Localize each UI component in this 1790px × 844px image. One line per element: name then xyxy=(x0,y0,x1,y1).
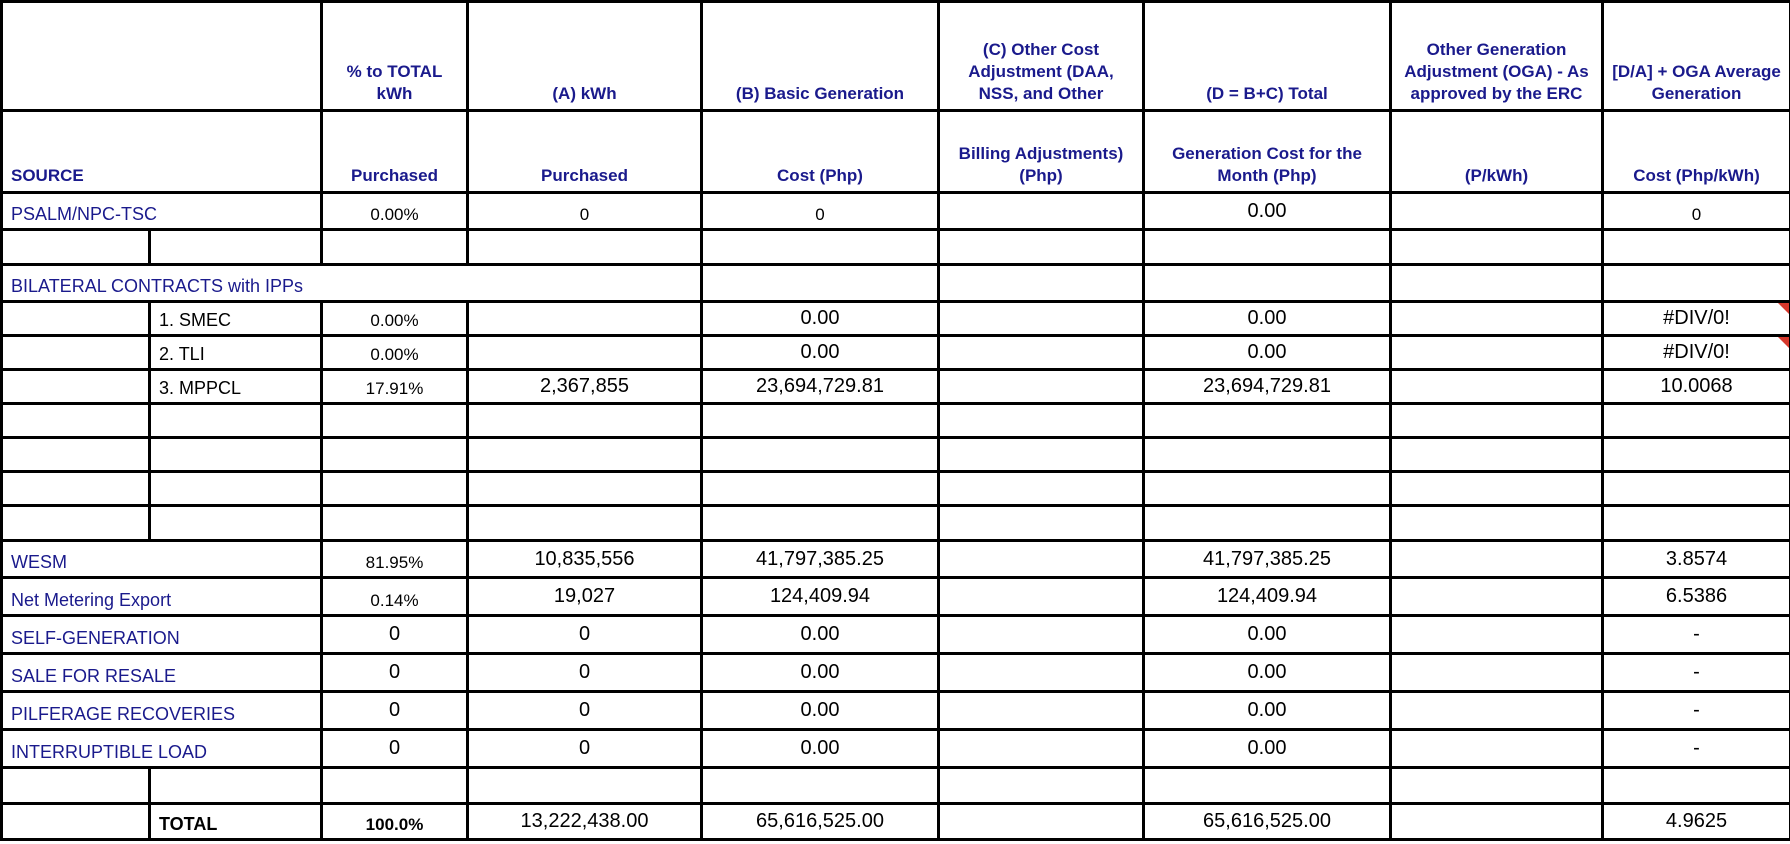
empty-cell[interactable] xyxy=(1603,472,1790,506)
basic-cost-cell[interactable]: 0.00 xyxy=(702,654,939,692)
kwh-cell[interactable]: 0 xyxy=(468,692,702,730)
empty-cell[interactable] xyxy=(322,472,468,506)
avg-cost-cell[interactable]: - xyxy=(1603,616,1790,654)
header-avg-bottom[interactable]: Cost (Php/kWh) xyxy=(1603,111,1790,193)
kwh-cell[interactable]: 19,027 xyxy=(468,578,702,616)
empty-cell[interactable] xyxy=(2,336,150,370)
empty-cell[interactable] xyxy=(150,438,322,472)
table-row xyxy=(2,768,1790,804)
empty-cell[interactable] xyxy=(702,768,939,804)
oga-cell[interactable] xyxy=(1391,692,1603,730)
empty-cell[interactable] xyxy=(322,404,468,438)
empty-cell[interactable] xyxy=(1603,506,1790,541)
empty-cell[interactable] xyxy=(1603,265,1790,302)
header-other-top[interactable]: (C) Other Cost Adjustment (DAA, NSS, and Other xyxy=(939,2,1144,111)
oga-cell[interactable] xyxy=(1391,193,1603,230)
table-row xyxy=(2,265,1790,302)
table-row xyxy=(2,302,1790,336)
pct-cell[interactable]: 0 xyxy=(322,654,468,692)
empty-cell[interactable] xyxy=(1603,768,1790,804)
kwh-cell[interactable]: 0 xyxy=(468,193,702,230)
oga-cell[interactable] xyxy=(1391,578,1603,616)
other-cost-cell[interactable] xyxy=(939,370,1144,404)
empty-cell[interactable] xyxy=(1391,404,1603,438)
kwh-cell[interactable]: 0 xyxy=(468,654,702,692)
total-cost-cell[interactable]: 0.00 xyxy=(1144,730,1391,768)
empty-cell[interactable] xyxy=(1144,768,1391,804)
header-row-bottom xyxy=(2,111,1790,193)
basic-cost-cell[interactable]: 124,409.94 xyxy=(702,578,939,616)
pct-cell[interactable]: 81.95% xyxy=(322,541,468,578)
empty-cell[interactable] xyxy=(2,302,150,336)
pct-cell[interactable]: 0 xyxy=(322,616,468,654)
comment-marker-icon[interactable] xyxy=(1778,303,1789,314)
header-pct-bottom[interactable]: Purchased xyxy=(322,111,468,193)
basic-cost-cell[interactable]: 0.00 xyxy=(702,616,939,654)
other-cost-cell[interactable] xyxy=(939,302,1144,336)
empty-cell[interactable] xyxy=(939,438,1144,472)
oga-cell[interactable] xyxy=(1391,336,1603,370)
avg-cost-cell[interactable]: - xyxy=(1603,654,1790,692)
table-row xyxy=(2,404,1790,438)
empty-cell[interactable] xyxy=(702,438,939,472)
basic-cost-cell[interactable]: 0.00 xyxy=(702,692,939,730)
header-other-bottom[interactable]: Billing Adjustments) (Php) xyxy=(939,111,1144,193)
header-total-top[interactable]: (D = B+C) Total xyxy=(1144,2,1391,111)
other-cost-cell[interactable] xyxy=(939,616,1144,654)
oga-cell[interactable] xyxy=(1391,370,1603,404)
table-row xyxy=(2,336,1790,370)
empty-cell[interactable] xyxy=(2,370,150,404)
source-label[interactable]: PSALM/NPC-TSC xyxy=(2,193,322,230)
empty-cell[interactable] xyxy=(322,230,468,265)
oga-cell[interactable] xyxy=(1391,804,1603,840)
header-kwh-bottom[interactable]: Purchased xyxy=(468,111,702,193)
empty-cell[interactable] xyxy=(1603,230,1790,265)
table-row xyxy=(2,506,1790,541)
source-label[interactable]: SELF-GENERATION xyxy=(2,616,322,654)
avg-cost-cell[interactable]: 4.9625 xyxy=(1603,804,1790,840)
basic-cost-cell[interactable]: 0.00 xyxy=(702,730,939,768)
table-row xyxy=(2,616,1790,654)
empty-cell[interactable] xyxy=(1144,265,1391,302)
empty-cell[interactable] xyxy=(322,768,468,804)
source-label[interactable]: Net Metering Export xyxy=(2,578,322,616)
empty-cell[interactable] xyxy=(150,404,322,438)
total-cost-cell[interactable]: 41,797,385.25 xyxy=(1144,541,1391,578)
total-cost-cell[interactable]: 0.00 xyxy=(1144,616,1391,654)
table-row xyxy=(2,578,1790,616)
kwh-cell[interactable] xyxy=(468,336,702,370)
kwh-cell[interactable] xyxy=(468,302,702,336)
empty-cell[interactable] xyxy=(1603,404,1790,438)
empty-cell[interactable] xyxy=(322,506,468,541)
avg-cost-cell[interactable]: - xyxy=(1603,730,1790,768)
empty-cell[interactable] xyxy=(2,768,150,804)
oga-cell[interactable] xyxy=(1391,302,1603,336)
empty-cell[interactable] xyxy=(1144,404,1391,438)
empty-cell[interactable] xyxy=(2,804,150,840)
empty-cell[interactable] xyxy=(2,438,150,472)
total-cost-cell[interactable]: 0.00 xyxy=(1144,302,1391,336)
empty-cell[interactable] xyxy=(939,768,1144,804)
empty-cell[interactable] xyxy=(1144,438,1391,472)
pct-cell[interactable]: 17.91% xyxy=(322,370,468,404)
avg-cost-value: #DIV/0! xyxy=(1663,341,1730,363)
header-pct-top[interactable]: % to TOTAL kWh xyxy=(322,2,468,111)
header-source[interactable]: SOURCE xyxy=(2,111,322,193)
header-avg-top[interactable]: [D/A] + OGA Average Generation xyxy=(1603,2,1790,111)
empty-cell[interactable] xyxy=(2,230,150,265)
table-row xyxy=(2,370,1790,404)
total-cost-cell[interactable]: 0.00 xyxy=(1144,193,1391,230)
pct-cell[interactable]: 0 xyxy=(322,692,468,730)
empty-cell[interactable] xyxy=(702,230,939,265)
empty-cell[interactable] xyxy=(702,506,939,541)
total-cost-cell[interactable]: 0.00 xyxy=(1144,692,1391,730)
table-row xyxy=(2,692,1790,730)
empty-cell[interactable] xyxy=(1144,472,1391,506)
source-label[interactable]: SALE FOR RESALE xyxy=(2,654,322,692)
avg-cost-cell[interactable]: 10.0068 xyxy=(1603,370,1790,404)
pct-cell[interactable]: 0.00% xyxy=(322,193,468,230)
empty-cell[interactable] xyxy=(468,230,702,265)
other-cost-cell[interactable] xyxy=(939,692,1144,730)
avg-cost-cell[interactable]: 3.8574 xyxy=(1603,541,1790,578)
basic-cost-cell[interactable]: 23,694,729.81 xyxy=(702,370,939,404)
table-row xyxy=(2,193,1790,230)
total-cost-cell[interactable]: 124,409.94 xyxy=(1144,578,1391,616)
empty-cell[interactable] xyxy=(468,472,702,506)
table-row xyxy=(2,654,1790,692)
total-cost-cell[interactable]: 0.00 xyxy=(1144,336,1391,370)
oga-cell[interactable] xyxy=(1391,730,1603,768)
comment-marker-icon[interactable] xyxy=(1778,337,1789,348)
kwh-cell[interactable]: 0 xyxy=(468,616,702,654)
empty-cell[interactable] xyxy=(1144,506,1391,541)
header-row-top xyxy=(2,2,1790,111)
header-basic-top[interactable]: (B) Basic Generation xyxy=(702,2,939,111)
table-row xyxy=(2,438,1790,472)
header-oga-bottom[interactable]: (P/kWh) xyxy=(1391,111,1603,193)
empty-cell[interactable] xyxy=(2,404,150,438)
avg-cost-cell[interactable]: 0 xyxy=(1603,193,1790,230)
other-cost-cell[interactable] xyxy=(939,730,1144,768)
oga-cell[interactable] xyxy=(1391,541,1603,578)
total-cost-cell[interactable]: 0.00 xyxy=(1144,654,1391,692)
table-row xyxy=(2,541,1790,578)
empty-cell[interactable] xyxy=(2,506,150,541)
avg-cost-cell[interactable] xyxy=(1603,302,1790,336)
empty-cell[interactable] xyxy=(150,506,322,541)
basic-cost-cell[interactable]: 65,616,525.00 xyxy=(702,804,939,840)
header-basic-bottom[interactable]: Cost (Php) xyxy=(702,111,939,193)
empty-cell[interactable] xyxy=(2,472,150,506)
basic-cost-cell[interactable]: 0 xyxy=(702,193,939,230)
source-label[interactable]: 2. TLI xyxy=(150,336,322,370)
empty-cell[interactable] xyxy=(939,472,1144,506)
empty-cell[interactable] xyxy=(468,768,702,804)
empty-cell[interactable] xyxy=(1391,265,1603,302)
empty-cell[interactable] xyxy=(939,506,1144,541)
empty-cell[interactable] xyxy=(702,404,939,438)
avg-cost-value: #DIV/0! xyxy=(1663,307,1730,329)
kwh-cell[interactable]: 10,835,556 xyxy=(468,541,702,578)
empty-cell[interactable] xyxy=(1391,506,1603,541)
source-label[interactable]: BILATERAL CONTRACTS with IPPs xyxy=(2,265,702,302)
empty-cell[interactable] xyxy=(150,472,322,506)
source-label[interactable]: 3. MPPCL xyxy=(150,370,322,404)
empty-cell[interactable] xyxy=(1391,230,1603,265)
header-oga-top[interactable]: Other Generation Adjustment (OGA) - As approved by the ERC xyxy=(1391,2,1603,111)
empty-cell[interactable] xyxy=(468,438,702,472)
pct-cell[interactable]: 0.14% xyxy=(322,578,468,616)
basic-cost-cell[interactable]: 0.00 xyxy=(702,302,939,336)
empty-cell[interactable] xyxy=(1603,438,1790,472)
pct-cell[interactable]: 0 xyxy=(322,730,468,768)
empty-cell[interactable] xyxy=(150,230,322,265)
empty-cell[interactable] xyxy=(1391,472,1603,506)
pct-cell[interactable]: 100.0% xyxy=(322,804,468,840)
other-cost-cell[interactable] xyxy=(939,336,1144,370)
kwh-cell[interactable]: 0 xyxy=(468,730,702,768)
empty-cell[interactable] xyxy=(939,404,1144,438)
empty-cell[interactable] xyxy=(939,265,1144,302)
source-label[interactable]: WESM xyxy=(2,541,322,578)
total-row xyxy=(2,804,1790,840)
total-cost-cell[interactable]: 23,694,729.81 xyxy=(1144,370,1391,404)
empty-cell[interactable] xyxy=(702,265,939,302)
total-cost-cell[interactable]: 65,616,525.00 xyxy=(1144,804,1391,840)
kwh-cell[interactable]: 2,367,855 xyxy=(468,370,702,404)
source-label[interactable]: PILFERAGE RECOVERIES xyxy=(2,692,322,730)
empty-cell[interactable] xyxy=(939,230,1144,265)
other-cost-cell[interactable] xyxy=(939,654,1144,692)
other-cost-cell[interactable] xyxy=(939,804,1144,840)
empty-cell[interactable] xyxy=(150,768,322,804)
empty-cell[interactable] xyxy=(702,472,939,506)
table-row xyxy=(2,730,1790,768)
basic-cost-cell[interactable]: 0.00 xyxy=(702,336,939,370)
avg-cost-cell[interactable]: 6.5386 xyxy=(1603,578,1790,616)
avg-cost-cell[interactable] xyxy=(1603,336,1790,370)
empty-cell[interactable] xyxy=(468,404,702,438)
kwh-cell[interactable]: 13,222,438.00 xyxy=(468,804,702,840)
oga-cell[interactable] xyxy=(1391,654,1603,692)
pct-cell[interactable]: 0.00% xyxy=(322,302,468,336)
header-total-bottom[interactable]: Generation Cost for the Month (Php) xyxy=(1144,111,1391,193)
source-label[interactable]: 1. SMEC xyxy=(150,302,322,336)
empty-cell[interactable] xyxy=(322,438,468,472)
table-row xyxy=(2,472,1790,506)
empty-cell[interactable] xyxy=(1144,230,1391,265)
total-label[interactable]: TOTAL xyxy=(150,804,322,840)
pct-cell[interactable]: 0.00% xyxy=(322,336,468,370)
source-label[interactable]: INTERRUPTIBLE LOAD xyxy=(2,730,322,768)
other-cost-cell[interactable] xyxy=(939,193,1144,230)
basic-cost-cell[interactable]: 41,797,385.25 xyxy=(702,541,939,578)
table-row xyxy=(2,230,1790,265)
other-cost-cell[interactable] xyxy=(939,541,1144,578)
header-source-top[interactable] xyxy=(2,2,322,111)
empty-cell[interactable] xyxy=(1391,438,1603,472)
header-kwh-top[interactable]: (A) kWh xyxy=(468,2,702,111)
empty-cell[interactable] xyxy=(1391,768,1603,804)
avg-cost-cell[interactable]: - xyxy=(1603,692,1790,730)
oga-cell[interactable] xyxy=(1391,616,1603,654)
empty-cell[interactable] xyxy=(468,506,702,541)
other-cost-cell[interactable] xyxy=(939,578,1144,616)
